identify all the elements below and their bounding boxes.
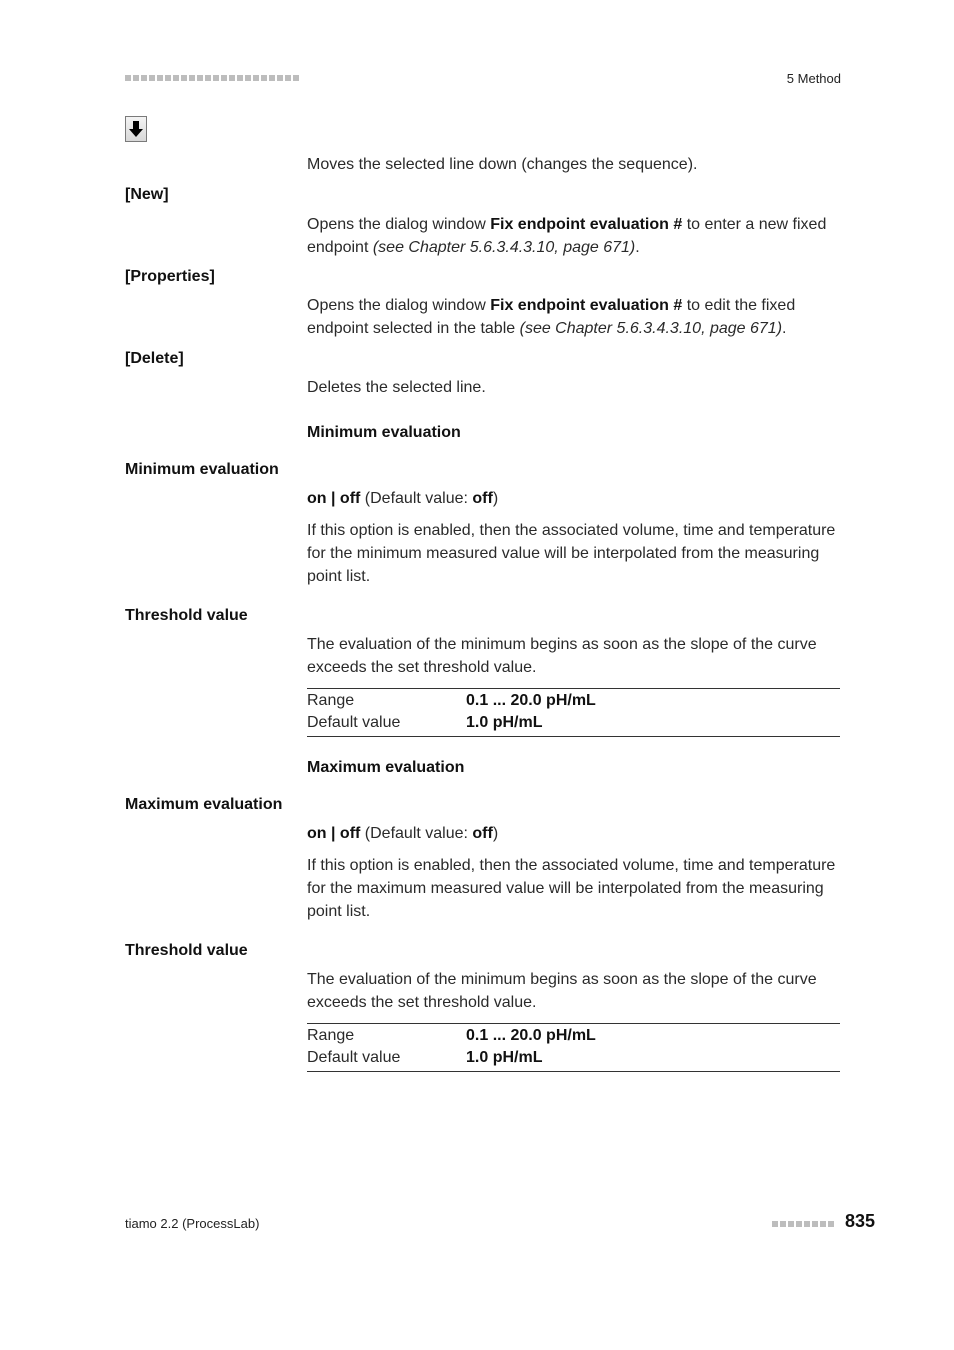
range-value: 0.1 ... 20.0 pH/mL xyxy=(466,1027,596,1044)
default-row xyxy=(307,712,840,734)
maximum-options: on | off (Default value: off) xyxy=(307,825,499,842)
arrow-down-icon xyxy=(129,120,143,138)
new-description: Opens the dialog window Fix endpoint evaluation # to enter a new fixed endpoint (see Chapter 5.6.3.4.3.10, page 671). xyxy=(307,216,827,256)
maximum-threshold-range-table xyxy=(307,1023,840,1072)
range-row xyxy=(307,690,840,712)
minimum-threshold-range-table xyxy=(307,688,840,737)
minimum-section-title: Minimum evaluation xyxy=(307,424,461,441)
header-decoration xyxy=(125,73,307,83)
minimum-evaluation-label: Minimum evaluation xyxy=(125,461,279,478)
properties-description: Opens the dialog window Fix endpoint evaluation # to edit the fixed endpoint selected in the table (see Chapter 5.6.3.4.3.10, page 671). xyxy=(307,297,796,337)
default-key: Default value xyxy=(307,714,401,731)
page-number: 835 xyxy=(845,1211,876,1231)
minimum-description: If this option is enabled, then the associated volume, time and temperature for the minimum measured value will be interpolated from the measuring point list. xyxy=(307,522,836,585)
properties-label: [Properties] xyxy=(125,268,215,285)
maximum-threshold-label: Threshold value xyxy=(125,942,248,959)
minimum-threshold-description: The evaluation of the minimum begins as soon as the slope of the curve exceeds the set threshold value. xyxy=(307,636,817,676)
maximum-threshold-description: The evaluation of the minimum begins as soon as the slope of the curve exceeds the set threshold value. xyxy=(307,971,817,1011)
range-key: Range xyxy=(307,692,355,709)
minimum-threshold-label: Threshold value xyxy=(125,607,248,624)
delete-label: [Delete] xyxy=(125,350,184,367)
new-label: [New] xyxy=(125,186,169,203)
default-row xyxy=(307,1047,840,1069)
footer-decoration xyxy=(772,1219,840,1229)
move-down-button[interactable] xyxy=(125,116,147,142)
range-row xyxy=(307,1025,840,1047)
default-value: 1.0 pH/mL xyxy=(466,714,543,731)
maximum-description: If this option is enabled, then the associated volume, time and temperature for the maximum measured value will be interpolated from the measuring point list. xyxy=(307,857,836,920)
range-value: 0.1 ... 20.0 pH/mL xyxy=(466,692,596,709)
range-key: Range xyxy=(307,1027,355,1044)
default-value: 1.0 pH/mL xyxy=(466,1049,543,1066)
delete-description: Deletes the selected line. xyxy=(307,379,486,396)
minimum-options: on | off (Default value: off) xyxy=(307,490,499,507)
footer-product: tiamo 2.2 (ProcessLab) xyxy=(125,1216,260,1231)
header-section: 5 Method xyxy=(786,71,841,86)
move-down-description: Moves the selected line down (changes the sequence). xyxy=(307,156,698,173)
maximum-section-title: Maximum evaluation xyxy=(307,759,465,776)
default-key: Default value xyxy=(307,1049,401,1066)
maximum-evaluation-label: Maximum evaluation xyxy=(125,796,283,813)
